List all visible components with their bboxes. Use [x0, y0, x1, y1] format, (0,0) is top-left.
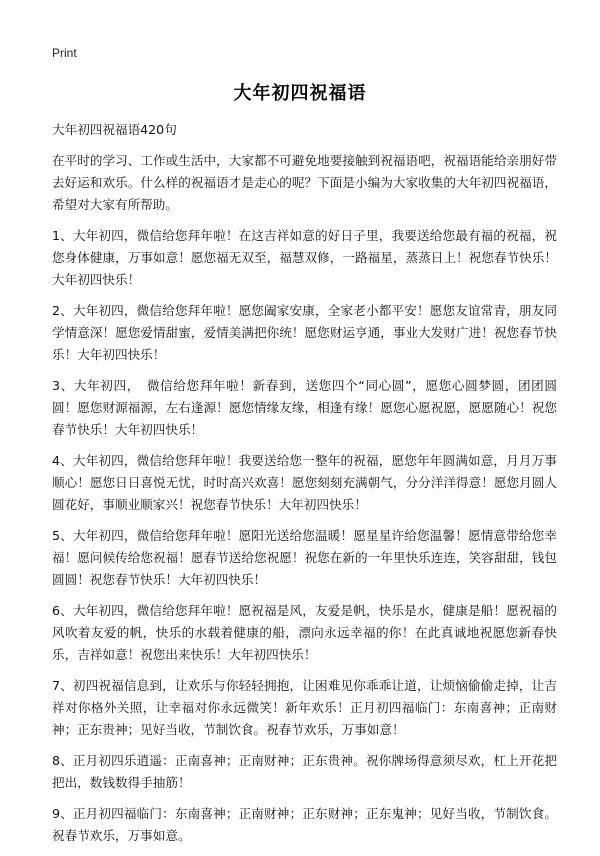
page-title: 大年初四祝福语	[233, 83, 367, 104]
article-body	[52, 119, 557, 856]
article-subtitle: 大年初四祝福语420句	[52, 122, 177, 137]
list-item: 3、大年初四， 微信给您拜年啦！新春到，送您四个“同心圆”，愿您心圆梦圆，团团圆圆！愿您财源福源，左右逢源！愿您情缘友缘，相逢有缘！愿您心愿祝愿，愿愿随心！祝您春节快乐！大年初四快乐！	[52, 378, 557, 437]
list-item: 6、大年初四，微信给您拜年啦！愿祝福是风，友爱是帆，快乐是水，健康是船！愿祝福的风吹着友爱的帆，快乐的水载着健康的船，漂向永远幸福的你！在此真诚地祝愿您新春快乐，吉祥如意！祝您出来快乐！大年初四快乐！	[52, 603, 557, 662]
print-link[interactable]: Print	[52, 46, 77, 60]
list-item: 1、大年初四，微信给您拜年啦！在这吉祥如意的好日子里，我要送给您最有福的祝福，祝您身体健康，万事如意！愿您福无双至，福慧双修，一路福星，蒸蒸日上！祝您春节快乐！大年初四快乐！	[52, 228, 557, 287]
list-item: 5、大年初四，微信给您拜年啦！愿阳光送给您温暖！愿星星许给您温馨！愿情意带给您幸福！愿问候传给您祝福！愿春节送给您祝愿！祝您在新的一年里快乐连连，笑容甜甜，钱包圆圆！祝您春节快乐！大年初四快乐！	[52, 528, 557, 587]
list-item: 8、正月初四乐逍遥：正南喜神；正南财神；正东贵神。祝你牌场得意须尽欢，杠上开花把把出，数钱数得手抽筋！	[52, 753, 557, 790]
list-item: 7、初四祝福信息到，让欢乐与你轻轻拥抱，让困难见你乖乖让道，让烦恼偷偷走掉，让吉祥对你格外关照，让幸福对你永远微笑！新年欢乐！正月初四福临门：东南喜神；正南财神；正东贵神；见好当收，节制饮食。祝春节欢乐，万事如意！	[52, 678, 557, 737]
list-item: 9、正月初四福临门：东南喜神；正南财神；正东财神；正东鬼神；见好当收，节制饮食。祝春节欢乐，万事如意。	[52, 806, 557, 843]
intro-paragraph: 在平时的学习、工作或生活中，大家都不可避免地要接触到祝福语吧，祝福语能给亲朋好带去好运和欢乐。什么样的祝福语才是走心的呢？下面是小编为大家收集的大年初四祝福语，希望对大家有所帮助。	[52, 153, 557, 212]
list-item: 4、大年初四，微信给您拜年啦！我要送给您一整年的祝福，愿您年年圆满如意，月月万事顺心！愿您日日喜悦无忧，时时高兴欢喜！愿您刻刻充满朝气，分分洋洋得意！愿您月圆人圆花好，事顺业顺家兴！祝您春节快乐！大年初四快乐！	[52, 453, 557, 512]
list-item: 2、大年初四，微信给您拜年啦！愿您阖家安康，全家老小都平安！愿您友谊常青，朋友同学情意深！愿您爱情甜蜜，爱情美满把你统！愿您财运亨通，事业大发财广进！祝您春节快乐！大年初四快乐！	[52, 303, 557, 362]
